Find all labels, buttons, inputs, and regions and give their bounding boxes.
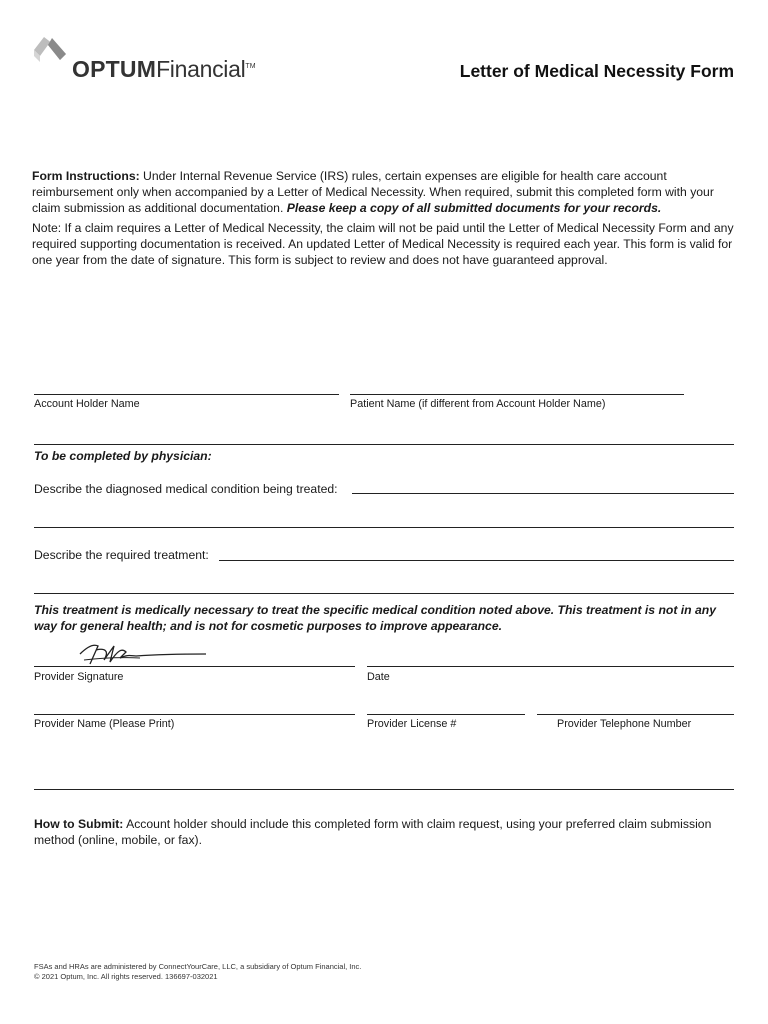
provider-name-label: Provider Name (Please Print) (34, 718, 175, 730)
treatment-prompt: Describe the required treatment: (34, 548, 209, 562)
submit-label: How to Submit: (34, 817, 124, 831)
submit-divider (34, 789, 734, 790)
handwritten-signature (70, 640, 210, 668)
instructions-emphasis: Please keep a copy of all submitted documents for your records. (286, 201, 662, 215)
form-instructions (32, 168, 736, 216)
provider-signature-label: Provider Signature (34, 671, 124, 683)
footer-line-1: FSAs and HRAs are administered by ConnectYourCare, LLC, a subsidiary of Optum Financial, Inc. (34, 962, 362, 971)
optum-logo-mark-icon (32, 34, 72, 80)
provider-phone-line[interactable] (537, 714, 734, 715)
condition-line-2[interactable] (34, 527, 734, 528)
provider-license-label: Provider License # (367, 718, 457, 730)
account-holder-line[interactable] (34, 394, 339, 395)
condition-prompt: Describe the diagnosed medical condition being treated: (34, 482, 338, 496)
logo-trademark: TM (245, 63, 256, 70)
footer (34, 962, 361, 982)
physician-heading: To be completed by physician: (34, 449, 212, 463)
provider-phone-label: Provider Telephone Number (557, 718, 692, 730)
logo-wordmark (72, 56, 256, 82)
date-label: Date (367, 671, 390, 683)
provider-license-line[interactable] (367, 714, 525, 715)
logo-optum: OPTUM (72, 56, 157, 82)
submit-text: Account holder should include this completed form with claim request, using your preferred claim submission method (online, mobile, or fax). (34, 817, 712, 847)
account-holder-label: Account Holder Name (34, 398, 140, 410)
logo-financial: Financial (156, 56, 246, 82)
provider-name-line[interactable] (34, 714, 355, 715)
how-to-submit (34, 816, 736, 848)
patient-name-line[interactable] (350, 394, 684, 395)
provider-signature-line[interactable] (34, 666, 355, 667)
treatment-line-2[interactable] (34, 593, 734, 594)
date-line[interactable] (367, 666, 734, 667)
medical-necessity-statement: This treatment is medically necessary to treat the specific medical condition noted above. This treatment is not in any way for general health; and is not for cosmetic purposes to improve appearance. (34, 603, 717, 633)
form-note: Note: If a claim requires a Letter of Medical Necessity, the claim will not be paid until the Letter of Medical Necessity Form and any required supporting documentation is received. An updated Letter of Medical Necessity is required each year. This form is valid for one year from the date of signature. This form is subject to review and does not have guaranteed approval. (32, 221, 734, 267)
section-divider (34, 444, 734, 445)
treatment-line[interactable] (219, 560, 734, 561)
optum-financial-logo (32, 34, 292, 84)
instructions-text: Under Internal Revenue Service (IRS) rules, certain expenses are eligible for health care account reimbursement only when accompanied by a Letter of Medical Necessity. When required, submit this completed form with your claim submission as additional documentation. (32, 169, 714, 215)
condition-line[interactable] (352, 493, 734, 494)
form-title: Letter of Medical Necessity Form (459, 61, 734, 81)
footer-line-2: © 2021 Optum, Inc. All rights reserved. 136697-032021 (34, 972, 218, 981)
instructions-label: Form Instructions: (32, 169, 140, 183)
patient-name-label: Patient Name (if different from Account Holder Name) (350, 398, 606, 410)
